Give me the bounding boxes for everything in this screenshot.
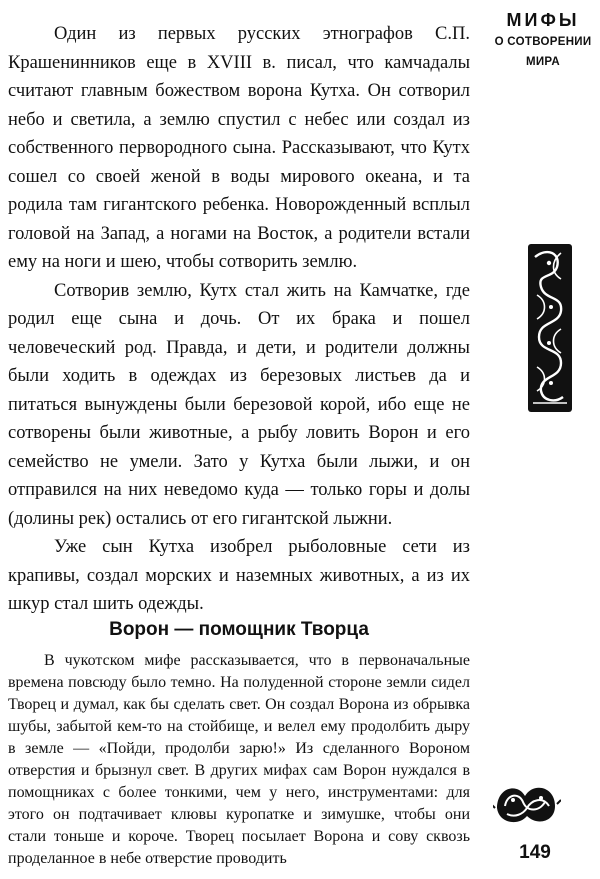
page-number: 149 [519, 842, 551, 863]
paragraph-4: В чукотском мифе рассказывается, что в первоначальные времена повсюду было темно. На полуденной стороне земли сидел Творец и думал, как бы сделать свет. Он создал Ворона из обрывка шубы, забытой кем-то на стойбище, и велел ему продолбить дыру в земле — «Пойди, продолби зарю!» Из сделанного Вороном отверстия и брызнул свет. В других мифах сам Ворон нуждался в помощниках с более тонкими, чем у него, инструментами: для этого он подтачивает клювы куропатке и зимушке, чтобы они стали тоньше и короче. Творец посылает Ворона и сову сквозь проделанное в небе отверстие проводить [8, 652, 470, 867]
running-header-subtitle-1: О СОТВОРЕНИИ [494, 36, 592, 48]
section-heading: Ворон — помощник Творца [109, 619, 369, 640]
raven-knot-icon [493, 778, 561, 828]
carved-raven-column-icon [527, 243, 573, 413]
paragraph-2: Сотворив землю, Кутх стал жить на Камчатке, где родил еще сына и дочь. От их брака и пошел человеческий род. Правда, и дети, и родители должны были ходить в одеждах из березовых листьев да и питаться вынуждены были березовой корой, ибо еще не сотворены были животные, а рыбу ловить Ворон и его семейство не умели. Зато у Кутха были лыжи, и он отправился на них неведомо куда — только горы и долы (долины рек) остались от его гигантской лыжни. [8, 280, 470, 529]
running-header-title: МИФЫ [506, 10, 580, 30]
paragraph-3: Уже сын Кутха изобрел рыболовные сети из крапивы, создал морских и наземных животных, а из их шкур стал шить одежды. [8, 537, 470, 614]
paragraph-1: Один из первых русских этнографов С.П. Крашенинников еще в XVIII в. писал, что камчадалы считают главным божеством ворона Кутха. Он сотворил небо и светила, а землю спустил с небес или создал из собственного первородного сына. Рассказывают, что Кутх сошел со своей женой в воды мирового океана, и та родила там гигантского ребенка. Новорожденный всплыл головой на Запад, а ногами на Восток, а родители встали ему на ноги и шею, чтобы сотворить землю. [8, 24, 470, 272]
running-header-subtitle-2: МИРА [525, 56, 560, 68]
section-one-text [8, 20, 470, 619]
section-two-text [8, 650, 470, 870]
running-header [490, 8, 596, 72]
